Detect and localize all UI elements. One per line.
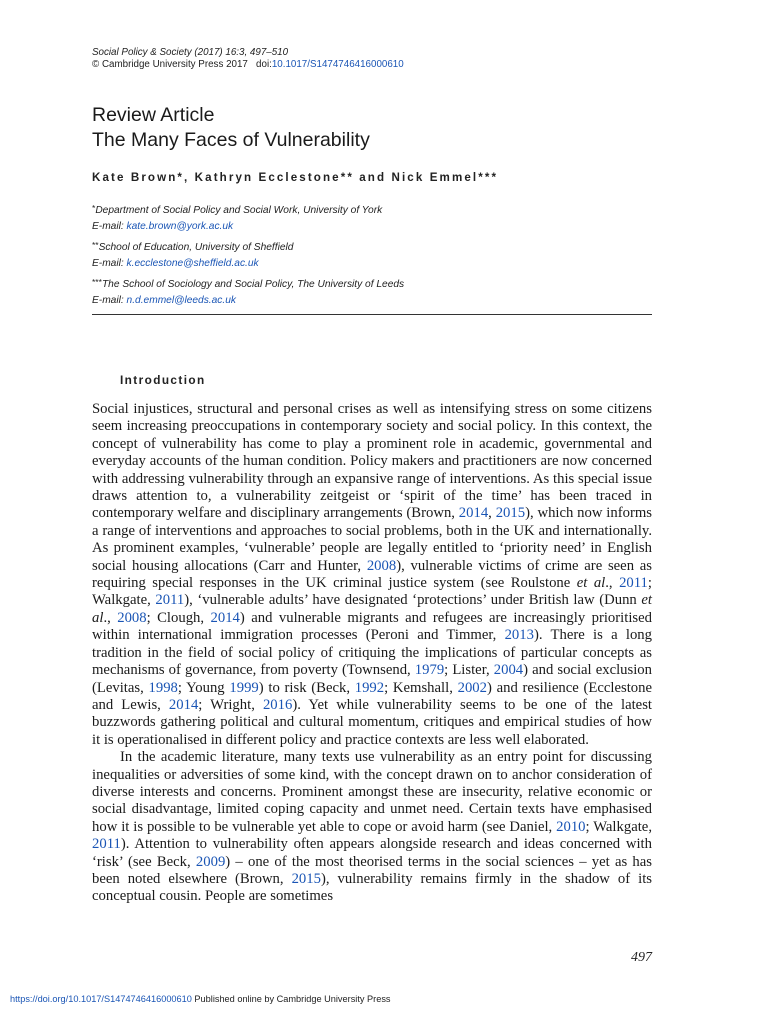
citation-link[interactable]: 2015 [495,505,526,522]
page-footer [10,994,391,1004]
affiliation-mark: *** [92,277,102,287]
affiliation-3 [92,274,404,309]
citation-link[interactable]: 2002 [457,679,487,696]
citation-link[interactable]: 2009 [195,853,226,870]
citation-link[interactable]: 2014 [210,609,240,626]
affiliation-dept: Department of Social Policy and Social Work, University of York [95,205,383,216]
citation-link[interactable]: 2004 [493,662,524,679]
citation-link[interactable]: 2014 [458,505,489,522]
article-title: The Many Faces of Vulnerability [92,129,370,151]
citation-link[interactable]: 2008 [117,609,147,626]
email-link[interactable]: kate.brown@york.ac.uk [126,221,234,232]
affiliation-1 [92,200,382,235]
copyright-line [92,59,404,71]
citation-link[interactable]: 2014 [168,696,199,713]
email-label: E-mail: [92,221,124,232]
affiliation-mark: ** [92,240,99,250]
page-number: 497 [631,950,652,965]
doi-prefix: doi: [256,59,272,70]
email-link[interactable]: n.d.emmel@leeds.ac.uk [126,295,236,306]
affiliation-dept: The School of Sociology and Social Policy, The University of Leeds [101,279,405,290]
citation-link[interactable]: 1999 [229,679,259,696]
citation-link[interactable]: 1998 [148,679,178,696]
affiliation-mark: * [92,203,96,213]
doi-link[interactable]: 10.1017/S1474746416000610 [271,59,404,70]
citation-link[interactable]: 2011 [92,836,121,853]
copyright-text: © Cambridge University Press 2017 [92,59,248,70]
running-header [92,47,404,71]
body-text [92,401,652,906]
paragraph-1: Social injustices, structural and personal crises as well as intensifying stress on some citizens seem increasing preoccupations in contemporary society and social policy. In this context, the concept of vulnerability has come to play a prominent role in academic, governmental and everyday accounts of the human condition. Policy makers and practitioners are now concerned with addressing vulnerability through an expansive range of interventions. As this special issue draws attention to, a vulnerability zeitgeist or ‘spirit of the time’ has been traced in contemporary welfare and disciplinary arrangements (Brown, 2014, 2015), which now informs a range of interventions and approaches to social problems, both in the UK and internationally. As prominent examples, ‘vulnerable’ people are legally entitled to ‘priority need’ in English social housing allocations (Carr and Hunter, 2008), vulnerable victims of crime are seen as requiring special responses in the UK criminal justice system (see Roulstone et al., 2011; Walkgate, 2011), ‘vulnerable adults’ have designated ‘protections’ under British law (Dunn et al., 2008; Clough, 2014) and vulnerable migrants and refugees are increasingly prioritised within international immigration processes (Peroni and Timmer, 2013). There is a long tradition in the field of social policy of critiquing the implications of particular concepts as mechanisms of governance, from poverty (Townsend, 1979; Lister, 2004) and social exclusion (Levitas, 1998; Young 1999) to risk (Beck, 1992; Kemshall, 2002) and resilience (Ecclestone and Lewis, 2014; Wright, 2016). Yet while vulnerability seems to be one of the latest buzzwords gathering political and cultural momentum, critiques and empirical studies of how it is operationalised in different policy and practice contexts are less well elaborated. [92,401,653,748]
journal-citation: Social Policy & Society (2017) 16:3, 497–510 [92,47,289,58]
footer-text: Published online by Cambridge University Press [191,994,391,1004]
article-type: Review Article [92,104,215,126]
email-label: E-mail: [92,258,124,269]
citation-link[interactable]: 1979 [414,662,445,679]
citation-link[interactable]: 2011 [155,592,185,609]
citation-link[interactable]: 2016 [262,696,293,713]
affiliation-dept: School of Education, University of Sheffield [98,242,294,253]
email-link[interactable]: k.ecclestone@sheffield.ac.uk [126,258,259,269]
email-label: E-mail: [92,295,124,306]
author-list: Kate Brown*, Kathryn Ecclestone** and Nick Emmel*** [92,171,499,184]
citation-link[interactable]: 2013 [504,627,534,644]
header-divider [92,314,652,315]
citation-link[interactable]: 2015 [291,870,321,887]
citation-link[interactable]: 2010 [556,818,586,835]
paragraph-2: In the academic literature, many texts use vulnerability as an entry point for discussing inequalities or adversities of some kind, with the concept drawn on to anchor consideration of diverse interests and concerns. Prominent amongst these are insecurity, relative economic or social disadvantage, limited coping capacity and unmet need. Certain texts have emphasised how it is possible to be vulnerable yet able to cope or avoid harm (see Daniel, 2010; Walkgate, 2011). Attention to vulnerability often appears alongside research and ideas concerned with ‘risk’ (see Beck, 2009) – one of the most theorised terms in the social sciences – yet as has been noted elsewhere (Brown, 2015), vulnerability remains firmly in the shadow of its conceptual cousin. People are sometimes [92,749,653,905]
citation-link[interactable]: 2008 [366,557,397,574]
section-heading: Introduction [120,373,206,387]
citation-link[interactable]: 1992 [354,679,385,696]
citation-link[interactable]: 2011 [619,575,648,592]
footer-doi-link[interactable]: https://doi.org/10.1017/S1474746416000610 [10,994,192,1004]
affiliation-2 [92,237,293,272]
